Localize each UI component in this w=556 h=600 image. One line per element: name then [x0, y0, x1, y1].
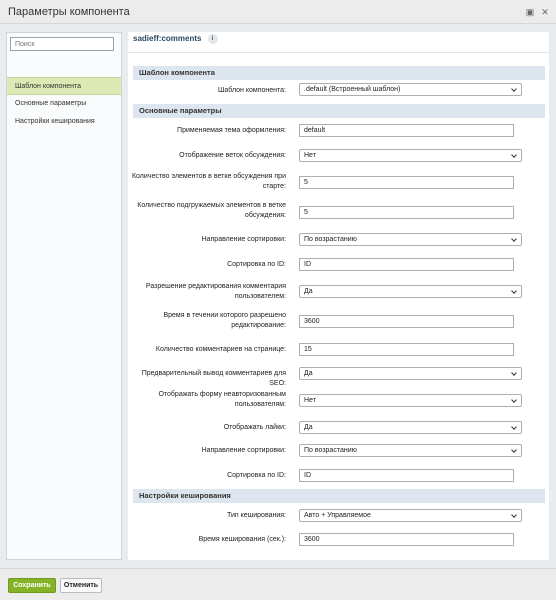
template-select[interactable]: [299, 83, 522, 96]
footer: [0, 568, 556, 600]
show-likes-select[interactable]: [299, 421, 522, 434]
items-at-start-input[interactable]: [299, 176, 514, 189]
sidebar-nav: [7, 77, 121, 131]
edit-time-input[interactable]: [299, 315, 514, 328]
divider: [128, 52, 549, 53]
show-likes-value: Да: [304, 424, 313, 431]
items-loaded-label: Количество подгружаемых элементов в ветке обсуждения:: [137, 202, 286, 219]
section-cache: Настройки кеширования: [133, 489, 545, 503]
seo-preview-value: Да: [304, 370, 313, 377]
cache-type-value: Авто + Управляемое: [304, 512, 371, 519]
sidebar-item-label: Основные параметры: [15, 100, 87, 107]
per-page-value: 15: [304, 346, 312, 353]
minimize-icon[interactable]: ▣: [525, 7, 535, 17]
seo-preview-select[interactable]: [299, 367, 522, 380]
items-at-start-label: Количество элементов в ветке обсуждения при старте:: [131, 173, 286, 190]
sort-by-2-value: ID: [304, 472, 311, 479]
sort-by-1-label: Сортировка по ID:: [227, 261, 286, 268]
template-label: Шаблон компонента:: [218, 87, 286, 94]
threads-display-label: Отображение веток обсуждения:: [179, 152, 286, 159]
sort-by-2-input[interactable]: [299, 469, 514, 482]
theme-input[interactable]: [299, 124, 514, 137]
allow-edit-value: Да: [304, 288, 313, 295]
show-likes-label: Отображать лайки:: [223, 424, 286, 431]
show-form-guest-select[interactable]: [299, 394, 522, 407]
threads-display-value: Нет: [304, 152, 316, 159]
show-form-guest-label: Отображать форму неавторизованным пользователям:: [158, 391, 286, 408]
sidebar-item-label: Настройки кеширования: [15, 118, 95, 125]
cancel-button[interactable]: Отменить: [60, 578, 102, 593]
cache-time-value: 3600: [304, 536, 320, 543]
info-icon[interactable]: i: [208, 34, 218, 44]
component-header: [133, 34, 218, 48]
sort-by-1-value: ID: [304, 261, 311, 268]
cache-time-input[interactable]: [299, 533, 514, 546]
section-basic: Основные параметры: [133, 104, 545, 118]
sidebar-item-cache[interactable]: [7, 113, 121, 131]
sort-by-1-input[interactable]: [299, 258, 514, 271]
edit-time-value: 3600: [304, 318, 320, 325]
edit-time-label: Время в течении которого разрешено редактирование:: [163, 312, 286, 329]
sort-dir-1-value: По возрастанию: [304, 236, 357, 243]
sort-by-2-label: Сортировка по ID:: [227, 472, 286, 479]
sort-dir-2-value: По возрастанию: [304, 447, 357, 454]
sort-dir-1-select[interactable]: [299, 233, 522, 246]
sidebar-item-basic[interactable]: [7, 95, 121, 113]
component-name: sadieff:comments: [133, 34, 202, 43]
items-at-start-value: 5: [304, 179, 308, 186]
search-input[interactable]: [10, 37, 114, 51]
items-loaded-value: 5: [304, 209, 308, 216]
sidebar: [6, 32, 122, 560]
save-button[interactable]: Сохранить: [8, 578, 56, 593]
theme-value: default: [304, 127, 326, 134]
title-bar: [0, 0, 556, 24]
items-loaded-input[interactable]: [299, 206, 514, 219]
sort-dir-2-label: Направление сортировки:: [201, 447, 286, 454]
settings-panel: [128, 32, 549, 560]
template-value: .default (Встроенный шаблон): [304, 86, 401, 93]
section-template: Шаблон компонента: [133, 66, 545, 80]
threads-display-select[interactable]: [299, 149, 522, 162]
sidebar-item-template[interactable]: [7, 77, 121, 95]
per-page-input[interactable]: [299, 343, 514, 356]
sort-dir-1-label: Направление сортировки:: [201, 236, 286, 243]
cache-type-label: Тип кеширования:: [226, 512, 286, 519]
close-icon[interactable]: ✕: [541, 7, 549, 17]
theme-label: Применяемая тема оформления:: [177, 127, 286, 134]
cache-type-select[interactable]: [299, 509, 522, 522]
sidebar-item-label: Шаблон компонента: [15, 83, 82, 90]
dialog-body: [0, 24, 556, 568]
allow-edit-select[interactable]: [299, 285, 522, 298]
allow-edit-label: Разрешение редактирования комментария пользователем:: [145, 283, 286, 300]
seo-preview-label: Предварительный вывод комментариев для SEO:: [141, 370, 286, 387]
cache-time-label: Время кеширования (сек.):: [198, 536, 286, 543]
window-title: Параметры компонента: [8, 6, 130, 18]
per-page-label: Количество комментариев на странице:: [155, 346, 286, 353]
sort-dir-2-select[interactable]: [299, 444, 522, 457]
show-form-guest-value: Нет: [304, 397, 316, 404]
